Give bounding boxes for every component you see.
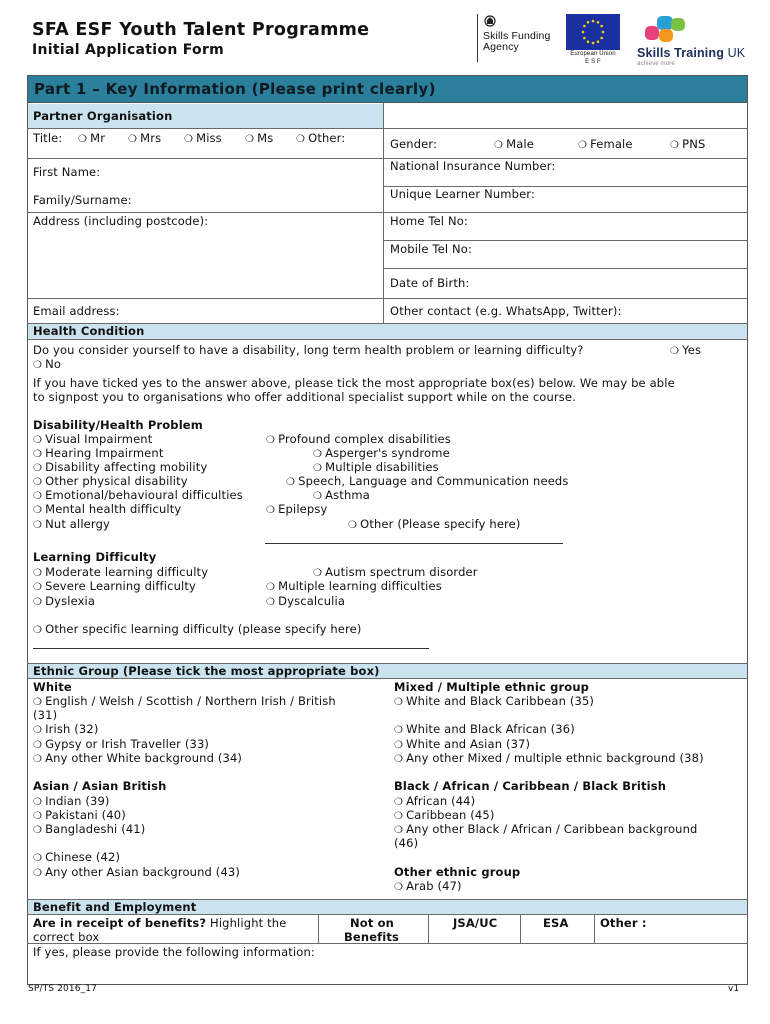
- form-header: [32, 20, 369, 58]
- disability-option[interactable]: ❍ Profound complex disabilities: [266, 432, 451, 446]
- ni-number-label[interactable]: National Insurance Number:: [390, 159, 556, 173]
- learning-option[interactable]: ❍ Multiple learning difficulties: [266, 579, 442, 593]
- disability-option[interactable]: ❍ Hearing Impairment: [33, 446, 164, 460]
- health-question: Do you consider yourself to have a disability, long term health problem or learning difficulty?: [33, 343, 584, 357]
- ethnic-option[interactable]: ❍ English / Welsh / Scottish / Northern Irish / British: [33, 694, 336, 708]
- health-info-1: If you have ticked yes to the answer above, please tick the most appropriate box(es) below. We may be able: [33, 376, 675, 390]
- disability-option[interactable]: ❍ Asperger's syndrome: [313, 446, 450, 460]
- ethnic-option[interactable]: ❍ Any other White background (34): [33, 751, 242, 765]
- other-contact-label[interactable]: Other contact (e.g. WhatsApp, Twitter):: [390, 304, 622, 318]
- disability-heading: Disability/Health Problem: [33, 418, 203, 432]
- learning-other-radio[interactable]: ❍ Other specific learning difficulty (please specify here): [33, 622, 362, 636]
- form-title: SFA ESF Youth Talent Programme: [32, 20, 370, 40]
- eu-logo: European Union E S F: [566, 14, 620, 64]
- title-other-radio[interactable]: ❍ Other:: [296, 131, 345, 145]
- asian-heading: Asian / Asian British: [33, 779, 167, 793]
- mobile-tel-label[interactable]: Mobile Tel No:: [390, 242, 472, 256]
- learning-option[interactable]: ❍ Dyslexia: [33, 594, 95, 608]
- footer-version: v1: [728, 984, 740, 994]
- benefit-heading: Benefit and Employment: [33, 900, 197, 914]
- disability-option[interactable]: ❍ Emotional/behavioural difficulties: [33, 488, 243, 502]
- dob-label[interactable]: Date of Birth:: [390, 276, 470, 290]
- health-no-radio[interactable]: ❍ No: [33, 357, 61, 371]
- disability-option[interactable]: ❍ Nut allergy: [33, 517, 110, 531]
- learning-option[interactable]: ❍ Moderate learning difficulty: [33, 565, 208, 579]
- benefit-question: Are in receipt of benefits? Highlight the: [33, 916, 287, 930]
- disability-option[interactable]: ❍ Disability affecting mobility: [33, 460, 207, 474]
- speech-bubbles-icon: [637, 14, 687, 46]
- benefit-question-cont: correct box: [33, 930, 100, 944]
- part1-bar: [27, 75, 748, 103]
- ethnic-heading: Ethnic Group (Please tick the most appropriate box): [33, 664, 380, 678]
- gender-male-radio[interactable]: ❍ Male: [494, 137, 534, 151]
- skills-training-uk-logo: Skills Training UK achieve more: [637, 14, 752, 68]
- disability-option[interactable]: ❍ Multiple disabilities: [313, 460, 439, 474]
- health-heading: Health Condition: [33, 324, 145, 338]
- ethnic-option[interactable]: ❍ Arab (47): [394, 879, 462, 893]
- partner-org-label: Partner Organisation: [33, 109, 173, 123]
- first-name-label[interactable]: First Name:: [33, 165, 101, 179]
- title-miss-radio[interactable]: ❍ Miss: [184, 131, 222, 145]
- learning-option[interactable]: ❍ Autism spectrum disorder: [313, 565, 478, 579]
- disability-option[interactable]: ❍ Epilepsy: [266, 502, 327, 516]
- royal-crest-icon: [483, 14, 497, 28]
- gender-pns-radio[interactable]: ❍ PNS: [670, 137, 705, 151]
- title-ms-radio[interactable]: ❍ Ms: [245, 131, 273, 145]
- footer-ref: SP/TS 2016_17: [28, 984, 98, 994]
- not-on-benefits-option[interactable]: Not on: [350, 916, 395, 930]
- ethnic-option[interactable]: ❍ Pakistani (40): [33, 808, 126, 822]
- learning-option[interactable]: ❍ Severe Learning difficulty: [33, 579, 196, 593]
- ethnic-option[interactable]: ❍ Irish (32): [33, 722, 98, 736]
- benefit-if-yes: If yes, please provide the following information:: [33, 945, 315, 959]
- black-heading: Black / African / Caribbean / Black British: [394, 779, 667, 793]
- address-label[interactable]: Address (including postcode):: [33, 214, 209, 228]
- disability-option[interactable]: ❍ Asthma: [313, 488, 370, 502]
- health-info-2: to signpost you to organisations who offer additional specialist support while on the course.: [33, 390, 576, 404]
- ethnic-option-cont: (31): [33, 708, 58, 722]
- title-mr-radio[interactable]: ❍ Mr: [78, 131, 105, 145]
- ethnic-option[interactable]: ❍ Any other Mixed / multiple ethnic background (38): [394, 751, 704, 765]
- title-label: Title:: [33, 131, 63, 145]
- ethnic-option[interactable]: ❍ Caribbean (45): [394, 808, 495, 822]
- ethnic-option[interactable]: ❍ Any other Black / African / Caribbean background: [394, 822, 698, 836]
- jsa-uc-option[interactable]: JSA/UC: [453, 916, 498, 930]
- email-label[interactable]: Email address:: [33, 304, 120, 318]
- home-tel-label[interactable]: Home Tel No:: [390, 214, 468, 228]
- health-yes-radio[interactable]: ❍ Yes: [670, 343, 701, 357]
- learning-option[interactable]: ❍ Dyscalculia: [266, 594, 345, 608]
- sfa-logo: Skills Funding Agency: [477, 14, 557, 62]
- disability-option[interactable]: ❍ Other physical disability: [33, 474, 188, 488]
- learning-heading: Learning Difficulty: [33, 550, 157, 564]
- ethnic-option[interactable]: ❍ White and Asian (37): [394, 737, 530, 751]
- ethnic-option[interactable]: ❍ Gypsy or Irish Traveller (33): [33, 737, 209, 751]
- ethnic-option[interactable]: ❍ White and Black Caribbean (35): [394, 694, 594, 708]
- learning-other-line[interactable]: [33, 648, 429, 649]
- ethnic-option[interactable]: ❍ African (44): [394, 794, 475, 808]
- ethnic-option[interactable]: ❍ Any other Asian background (43): [33, 865, 240, 879]
- disability-option[interactable]: ❍ Visual Impairment: [33, 432, 152, 446]
- ethnic-option[interactable]: ❍ Chinese (42): [33, 850, 120, 864]
- disability-option[interactable]: ❍ Mental health difficulty: [33, 502, 181, 516]
- other-ethnic-heading: Other ethnic group: [394, 865, 521, 879]
- surname-label[interactable]: Family/Surname:: [33, 193, 132, 207]
- ethnic-option[interactable]: ❍ Indian (39): [33, 794, 110, 808]
- ethnic-option-cont: (46): [394, 836, 419, 850]
- part1-title: Part 1 – Key Information (Please print clearly): [34, 80, 436, 98]
- other-benefit-option[interactable]: Other :: [600, 916, 647, 930]
- ethnic-option[interactable]: ❍ White and Black African (36): [394, 722, 575, 736]
- gender-label: Gender:: [390, 137, 438, 151]
- form-subtitle: Initial Application Form: [32, 42, 225, 58]
- mixed-heading: Mixed / Multiple ethnic group: [394, 680, 590, 694]
- disability-other-radio[interactable]: ❍ Other (Please specify here): [348, 517, 521, 531]
- gender-female-radio[interactable]: ❍ Female: [578, 137, 633, 151]
- white-heading: White: [33, 680, 72, 694]
- eu-flag-icon: [566, 14, 620, 50]
- not-on-benefits-option-2[interactable]: Benefits: [344, 930, 400, 944]
- title-mrs-radio[interactable]: ❍ Mrs: [128, 131, 161, 145]
- disability-other-line[interactable]: [265, 543, 563, 544]
- ethnic-option[interactable]: ❍ Bangladeshi (41): [33, 822, 145, 836]
- uln-label[interactable]: Unique Learner Number:: [390, 187, 535, 201]
- esa-option[interactable]: ESA: [543, 916, 569, 930]
- disability-option[interactable]: ❍ Speech, Language and Communication needs: [286, 474, 569, 488]
